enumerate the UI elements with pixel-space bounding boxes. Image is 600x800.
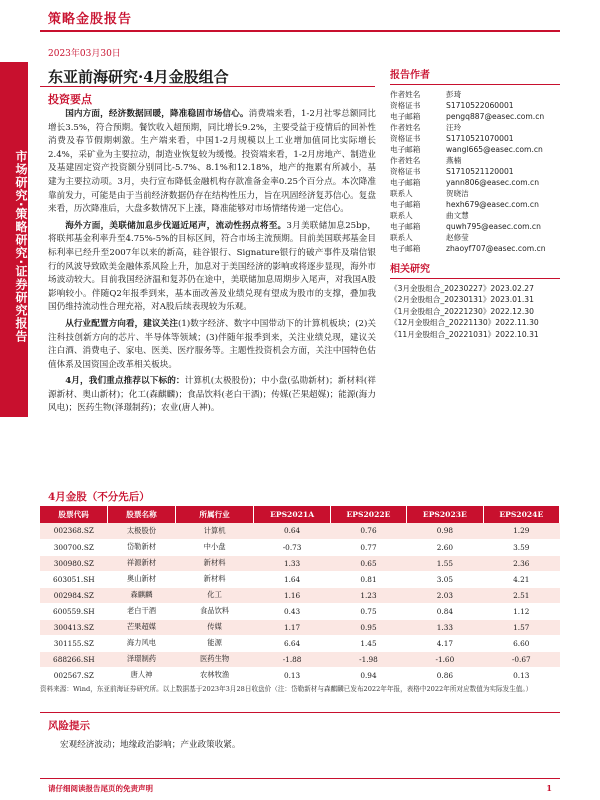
author-list (390, 89, 560, 254)
table-cell: 0.76 (330, 523, 406, 539)
author-row (390, 100, 560, 111)
authors-heading: 报告作者 (390, 66, 560, 85)
table-cell: 3.59 (483, 539, 559, 555)
author-field-value: 赵修莹 (446, 233, 469, 242)
table-cell: 中小盘 (175, 539, 254, 555)
table-header-cell: 股票名称 (108, 506, 176, 523)
table-cell: 300413.SZ (40, 619, 108, 635)
author-field-value: 汪玲 (446, 123, 462, 132)
table-cell: 1.33 (407, 619, 483, 635)
table-cell: 祥源新材 (108, 555, 176, 571)
table-header-row (40, 506, 560, 523)
author-row (390, 89, 560, 100)
author-row (390, 210, 560, 221)
author-field-value: 燕楠 (446, 156, 462, 165)
table-cell: 2.60 (407, 539, 483, 555)
author-field-value[interactable]: quwh795@easec.com.cn (446, 222, 541, 231)
table-cell: 600559.SH (40, 603, 108, 619)
paragraph-4-lead: 4月，我们重点推荐以下标的： (65, 376, 185, 387)
summary-paragraph-3 (48, 318, 376, 372)
related-heading: 相关研究 (390, 260, 560, 279)
author-field-label: 作者姓名 (390, 156, 421, 165)
table-cell: 1.57 (483, 619, 559, 635)
table-cell: 食品饮料 (175, 603, 254, 619)
table-header-cell: EPS2023E (407, 506, 483, 523)
related-research-item[interactable]: 《1月金股组合_20221230》2022.12.30 (390, 306, 534, 316)
table-cell: 0.86 (407, 667, 483, 683)
author-row (390, 122, 560, 133)
table-cell: 唐人神 (108, 667, 176, 683)
table-row (40, 555, 560, 571)
table-cell: 2.03 (407, 587, 483, 603)
author-field-value: 曲文慧 (446, 211, 469, 220)
author-field-label: 联系人 (390, 189, 413, 198)
author-row (390, 133, 560, 144)
author-field-value[interactable]: yann806@easec.com.cn (446, 178, 540, 187)
table-header-cell: EPS2024E (483, 506, 559, 523)
author-row (390, 188, 560, 199)
table-cell: 新材料 (175, 555, 254, 571)
risk-text: 宏观经济波动；地缘政治影响；产业政策收紧。 (60, 740, 241, 750)
related-research-item[interactable]: 《12月金股组合_20221130》2022.11.30 (390, 318, 539, 328)
table-cell: 1.23 (330, 587, 406, 603)
table-header-cell: EPS2021A (254, 506, 330, 523)
summary-paragraph-4 (48, 375, 376, 416)
report-type-title: 策略金股报告 (48, 12, 133, 27)
table-cell: 泽璟制药 (108, 651, 176, 667)
paragraph-3-lead: 从行业配置方向看，建议关注 (65, 318, 179, 329)
related-research-item[interactable]: 《11月金股组合_20221031》2022.10.31 (390, 329, 539, 339)
side-category-banner: 市场研究·策略研究·证券研究报告 (0, 62, 28, 417)
table-cell: 6.60 (483, 635, 559, 651)
paragraph-2-text: 3月美联储加息25bp，将联邦基金利率升至4.75%-5%的目标区间，符合市场主流预期。目前美国联邦基金目标利率已经升至2007年以来的新高，硅谷银行、Signature银行的破产事件及瑞信银行的风波导致欧美金融体系风险上升，加息对于美国经济的影响或将逐步显现，海外市场波动较大。目前我国经济温和复苏仍在途中，美联储加息周期步入尾声，对我国A股影响较小。伴随Q2年报季到来，基本面改善及业绩兑现有望成为股市的支撑，叠加我国仍维持流动性合理充裕，对A股后续表现较为乐观。 (48, 220, 376, 313)
author-row (390, 144, 560, 155)
table-cell: 0.81 (330, 571, 406, 587)
author-row (390, 199, 560, 210)
risk-heading: 风险提示 (48, 720, 90, 732)
table-cell: 芒果超媒 (108, 619, 176, 635)
author-field-label: 资格证书 (390, 167, 421, 176)
table-cell: 002984.SZ (40, 587, 108, 603)
author-field-value: S1710521120001 (446, 167, 514, 176)
table-cell: 1.29 (483, 523, 559, 539)
table-cell: 新材料 (175, 571, 254, 587)
table-row (40, 651, 560, 667)
table-cell: 1.17 (254, 619, 330, 635)
table-cell: 301155.SZ (40, 635, 108, 651)
table-cell: 计算机 (175, 523, 254, 539)
table-cell: 0.13 (483, 667, 559, 683)
table-row (40, 571, 560, 587)
disclaimer-notice: 请仔细阅读报告尾页的免责声明 (48, 784, 153, 793)
table-cell: 医药生物 (175, 651, 254, 667)
stock-picks-table (40, 506, 560, 684)
table-cell: -0.67 (483, 651, 559, 667)
author-field-value: S1710521070001 (446, 134, 514, 143)
author-row (390, 111, 560, 122)
table-cell: 0.84 (407, 603, 483, 619)
table-cell: 2.51 (483, 587, 559, 603)
table-cell: 0.94 (330, 667, 406, 683)
table-body (40, 523, 560, 683)
table-cell: 0.98 (407, 523, 483, 539)
author-row (390, 166, 560, 177)
summary-paragraph-1 (48, 108, 376, 217)
table-cell: -0.73 (254, 539, 330, 555)
author-field-value[interactable]: wangl665@easec.com.cn (446, 145, 543, 154)
author-field-value: 贺晓洁 (446, 189, 469, 198)
author-field-label: 电子邮箱 (390, 222, 421, 231)
table-header-cell: 股票代码 (40, 506, 108, 523)
table-cell: 传媒 (175, 619, 254, 635)
table-cell: 300700.SZ (40, 539, 108, 555)
table-cell: 002567.SZ (40, 667, 108, 683)
paragraph-2-lead: 海外方面，美联储加息步伐逼近尾声，流动性拐点将至。 (65, 220, 287, 231)
paragraph-3-text: (1)数字经济、数字中国带动下的计算机板块；(2)关注科技创新方向的芯片、半导体等领域；(3)伴随年报季到来，关注业绩兑现，建议关注白酒、消费电子、家电、医美、医疗服务等。主题性投资机会方面，关注中国特色估值体系及国资国企改革相关板块。 (48, 318, 376, 370)
author-row (390, 243, 560, 254)
table-header-cell: 所属行业 (175, 506, 254, 523)
report-title: 东亚前海研究·4月金股组合 (48, 68, 229, 86)
table-header-cell: EPS2022E (330, 506, 406, 523)
table-cell: 2.36 (483, 555, 559, 571)
table-cell: 688266.SH (40, 651, 108, 667)
table-row (40, 619, 560, 635)
table-cell: 4.17 (407, 635, 483, 651)
table-cell: 0.64 (254, 523, 330, 539)
paragraph-1-text: 消费端来看，1-2月社零总额同比增长3.5%，符合预期。餐饮收入超预期，同比增长9.2%，主要受益于疫情后的回补性消费及春节假期刺激。生产端来看，中国1-2月规模以上工业增加值同比实际增长2.4%，采矿业为主要拉动，制造业恢复较为缓慢。投资端来看，1-2月房地产、制造业及基建固定资产投资额分别同比-5.7%、8.1%和12.18%，地产的拖累有所减小，基建为主要拉动项。3月，央行宣布降低金融机构存款准备金率0.25个百分点。本次降准靠前发力，可能是由于当前经济数据仍存在结构性压力，旨在巩固经济复苏信心。复盘来看，历次降准后，大盘多数情况下上涨，降准能够对市场情绪传递一定信心。 (48, 109, 376, 215)
related-research-list (390, 283, 560, 340)
author-field-value[interactable]: hexh679@easec.com.cn (446, 200, 539, 209)
author-field-label: 联系人 (390, 233, 413, 242)
table-cell: 老白干酒 (108, 603, 176, 619)
header-divider (40, 30, 560, 32)
author-row (390, 221, 560, 232)
table-cell: -1.88 (254, 651, 330, 667)
table-cell: 4.21 (483, 571, 559, 587)
author-field-label: 资格证书 (390, 134, 421, 143)
table-cell: 0.65 (330, 555, 406, 571)
paragraph-1-lead: 国内方面，经济数据回暖，降准稳固市场信心。 (65, 109, 249, 119)
title-divider (40, 86, 375, 87)
author-field-value[interactable]: zhaoyf707@easec.com.cn (446, 244, 546, 253)
table-cell: 1.64 (254, 571, 330, 587)
table-cell: 300980.SZ (40, 555, 108, 571)
table-cell: 6.64 (254, 635, 330, 651)
author-field-label: 作者姓名 (390, 123, 421, 132)
footer-divider (40, 778, 560, 779)
author-field-label: 电子邮箱 (390, 145, 421, 154)
table-cell: 1.55 (407, 555, 483, 571)
table-cell: 化工 (175, 587, 254, 603)
author-field-value: 彭琦 (446, 90, 462, 99)
table-row (40, 587, 560, 603)
table-cell: 0.75 (330, 603, 406, 619)
risk-divider (40, 712, 560, 713)
author-row (390, 177, 560, 188)
summary-body (48, 108, 376, 417)
table-cell: 奥山新材 (108, 571, 176, 587)
summary-heading: 投资要点 (48, 93, 92, 106)
table-cell: 农林牧渔 (175, 667, 254, 683)
summary-paragraph-2 (48, 220, 376, 315)
table-cell: 002368.SZ (40, 523, 108, 539)
author-row (390, 232, 560, 243)
author-field-value[interactable]: pengq887@easec.com.cn (446, 112, 545, 121)
sidebar-column (390, 66, 560, 340)
table-row (40, 667, 560, 683)
table-cell: 1.45 (330, 635, 406, 651)
related-research-item[interactable]: 《2月金股组合_20230131》2023.01.31 (390, 295, 534, 305)
related-research-item[interactable]: 《3月金股组合_20230227》2023.02.27 (390, 284, 534, 293)
report-date: 2023年03月30日 (48, 49, 121, 59)
table-row (40, 635, 560, 651)
table-cell: 0.95 (330, 619, 406, 635)
author-row (390, 155, 560, 166)
table-cell: 1.16 (254, 587, 330, 603)
author-field-label: 联系人 (390, 211, 413, 220)
table-row (40, 523, 560, 539)
author-field-label: 电子邮箱 (390, 112, 421, 121)
author-field-label: 作者姓名 (390, 90, 421, 99)
table-cell: 能源 (175, 635, 254, 651)
table-cell: 太极股份 (108, 523, 176, 539)
table-cell: 1.12 (483, 603, 559, 619)
table-cell: 森麒麟 (108, 587, 176, 603)
table-cell: -1.60 (407, 651, 483, 667)
author-field-label: 电子邮箱 (390, 200, 421, 209)
table-cell: 0.77 (330, 539, 406, 555)
table-cell: 603051.SH (40, 571, 108, 587)
table-row (40, 539, 560, 555)
table-cell: 岱勒新材 (108, 539, 176, 555)
table-cell: 0.13 (254, 667, 330, 683)
table-source-note: 资料来源：Wind，东亚前海证券研究所。以上数据基于2023年3月28日收盘价（注：岱勒新材与森麒麟已发布2022年年报，表格中2022年所对应数值为实际发生值。） (40, 685, 533, 693)
author-field-label: 电子邮箱 (390, 244, 421, 253)
table-cell: 1.33 (254, 555, 330, 571)
table-cell: -1.98 (330, 651, 406, 667)
page-number: 1 (546, 783, 552, 793)
table-row (40, 603, 560, 619)
table-cell: 海力风电 (108, 635, 176, 651)
table-cell: 0.43 (254, 603, 330, 619)
stock-table-title: 4月金股（不分先后） (48, 491, 150, 503)
author-field-label: 电子邮箱 (390, 178, 421, 187)
table-cell: 3.05 (407, 571, 483, 587)
author-field-label: 资格证书 (390, 101, 421, 110)
paragraph-4-text: 计算机(太极股份)；中小盘(弘勋新材)；新材料(祥源新材、奥山新材)；化工(森麒麟)；食品饮料(老白干酒)；传媒(芒果超媒)；能源(海力风电)；医药生物(泽璟制药)；农业(唐人神)。 (48, 376, 376, 414)
author-field-value: S1710522060001 (446, 101, 514, 110)
